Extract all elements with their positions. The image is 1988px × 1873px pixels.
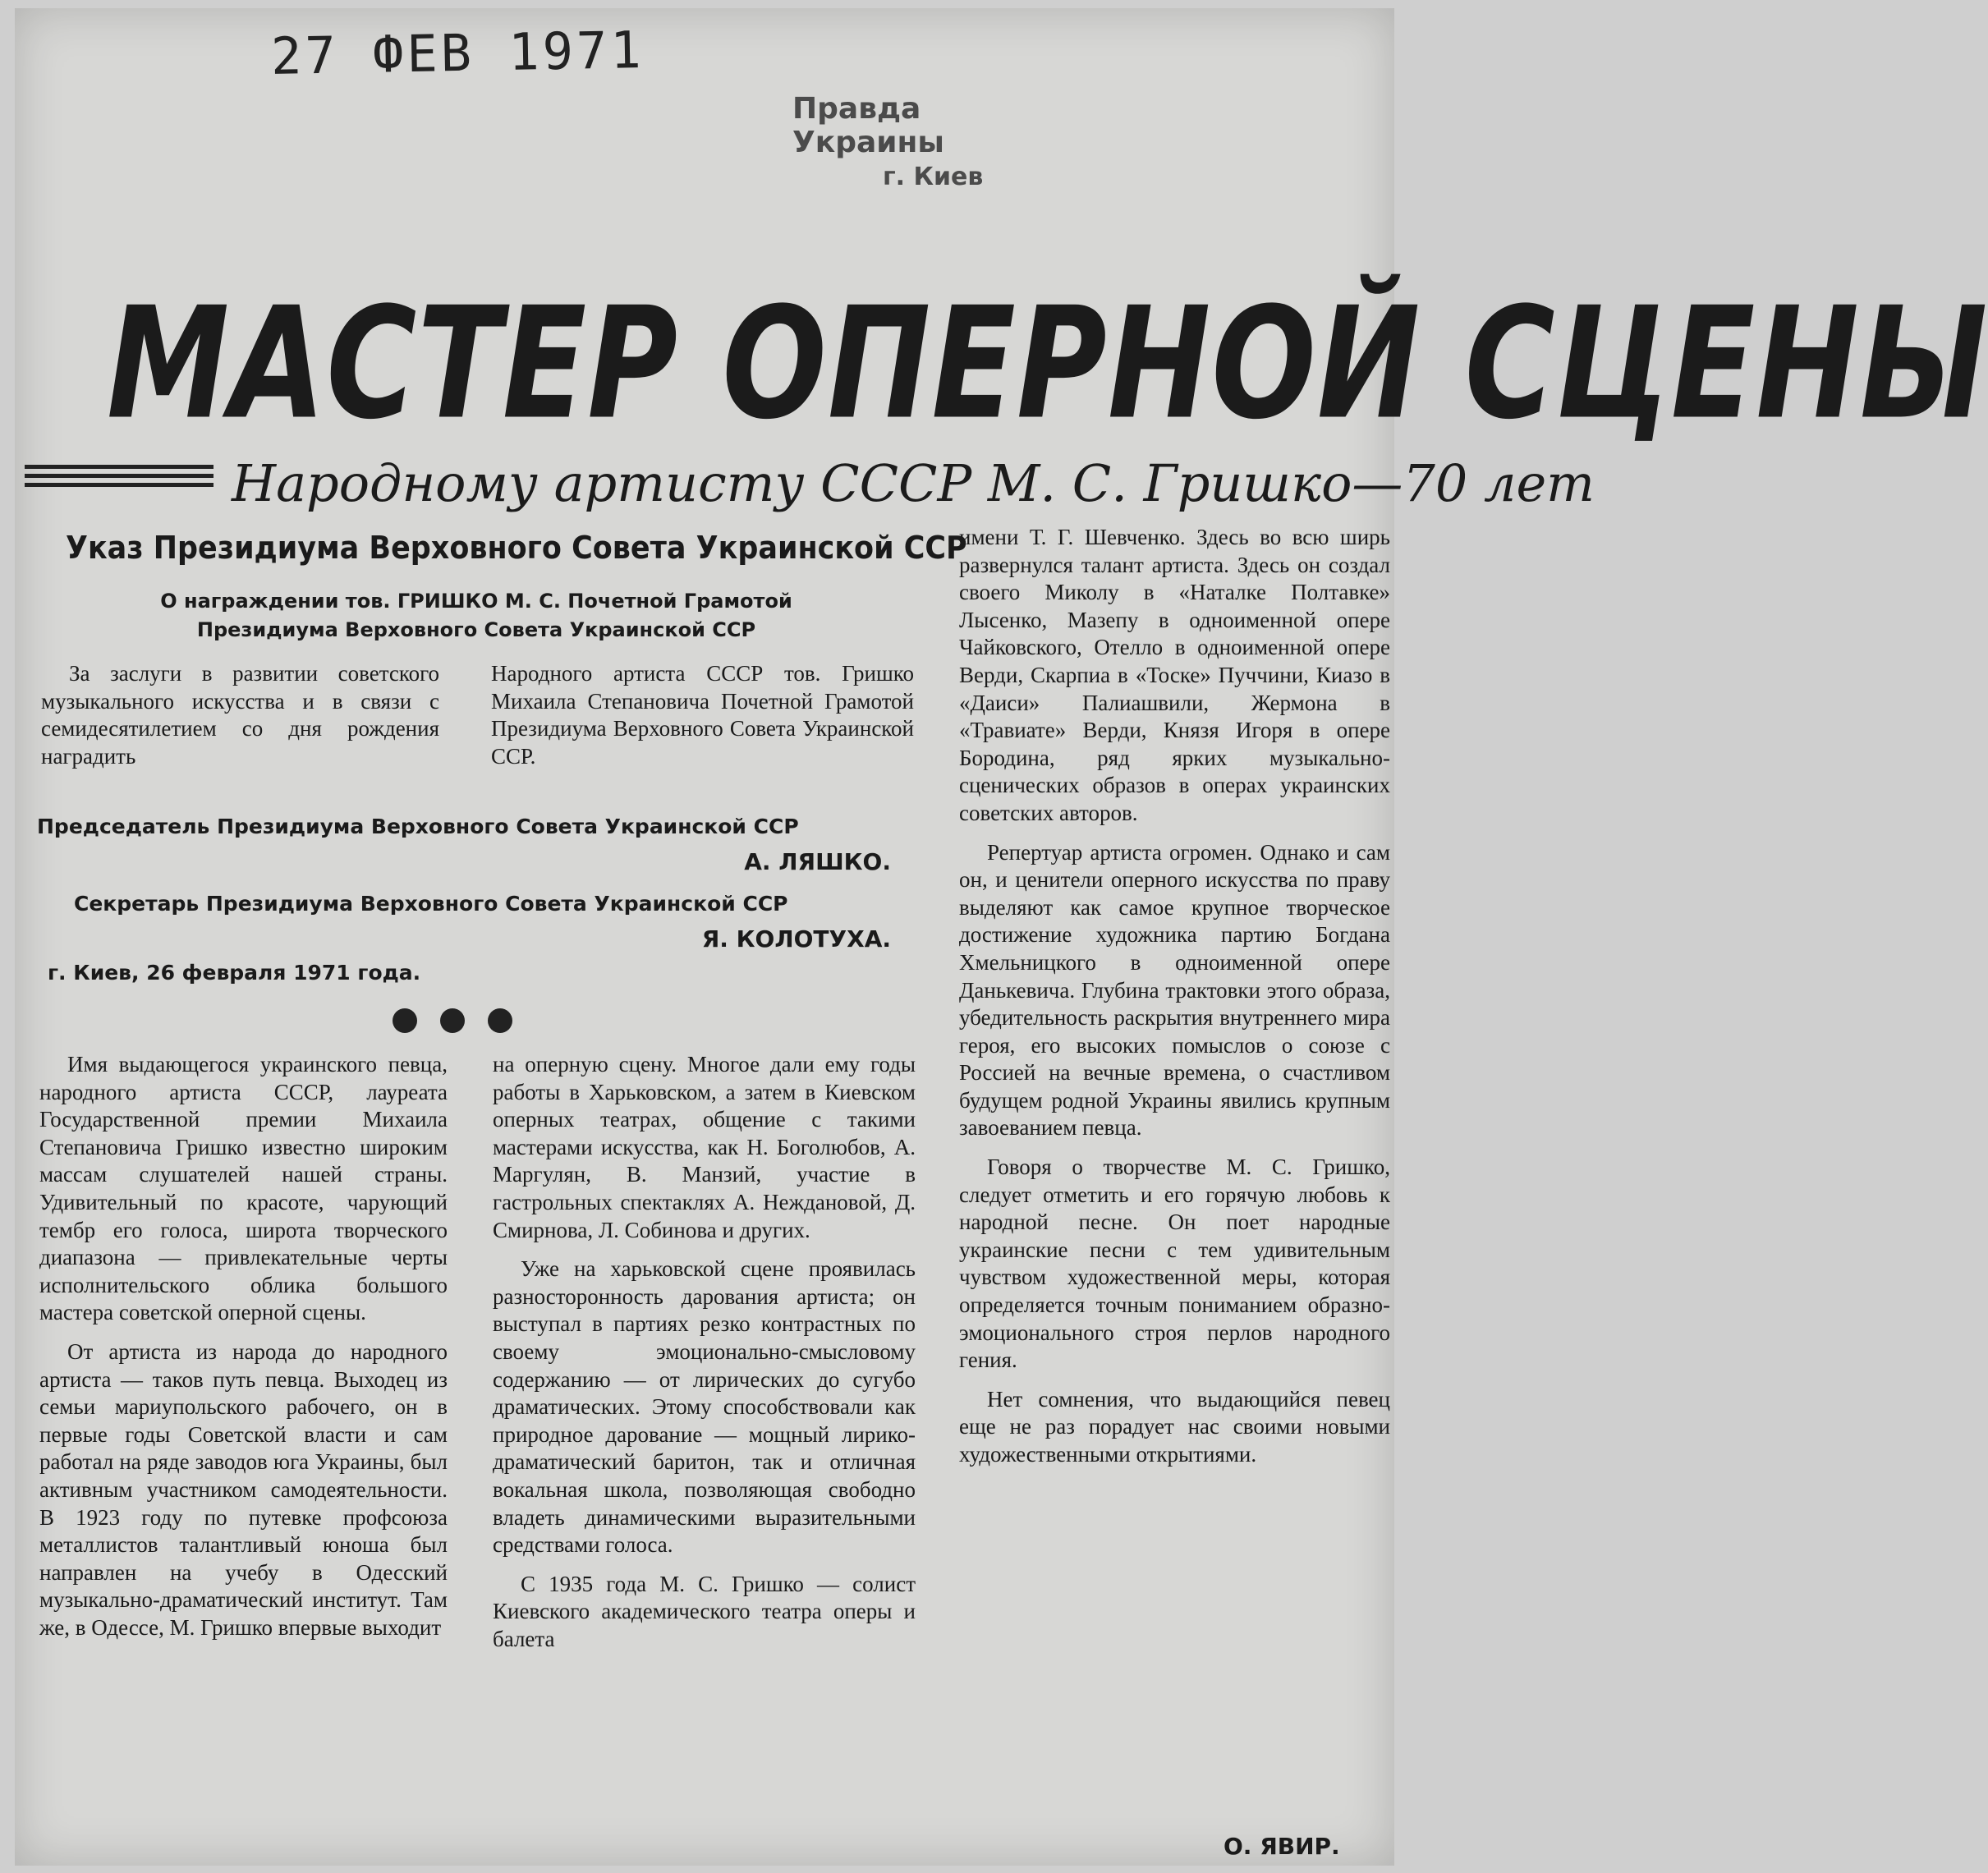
decorative-rule: [25, 465, 213, 492]
decree-subtitle-line: Президиума Верховного Совета Украинской ССР: [196, 617, 756, 641]
article-paragraph: От артиста из народа до народного артиста — таков путь певца. Выходец из семьи мариупольского рабочего, он в первые годы Советской власти и сам работал на ряде заводов юга Украины, был активным участником самодеятельности. В 1923 году по путевке профсоюза металлистов талантливый юноша был направлен на учебу в Одесский музыкально-драматический институт. Там же, в Одессе, М. Гришко впервые выходит: [39, 1338, 448, 1640]
subheadline: Народному артисту СССР М. С. Гришко—70 лет: [232, 453, 1595, 513]
section-divider-dots: [393, 1008, 535, 1036]
secretary-name: Я. КОЛОТУХА.: [701, 925, 891, 953]
article-author: О. ЯВИР.: [1224, 1833, 1340, 1860]
chairman-name: А. ЛЯШКО.: [744, 848, 891, 875]
chairman-signature: [37, 815, 891, 875]
decree-text-right: [491, 660, 914, 770]
decree-date: г. Киев, 26 февраля 1971 года.: [48, 961, 421, 985]
decree-paragraph: За заслуги в развитии советского музыкального искусства и в связи с семидесятилетием со дня рождения наградить: [41, 661, 439, 769]
divider-dot: [393, 1008, 417, 1033]
article-paragraph: на оперную сцену. Многое дали ему годы работы в Харьковском, а затем в Киевском оперных театрах, общение с такими мастерами искусства, как Н. Боголюбов, А. Маргулян, В. Манзий, участие в гастрольных спектаклях А. Неждановой, Д. Смирнова, Л. Собинова и других.: [493, 1052, 916, 1242]
newspaper-name: Правда Украины: [792, 92, 944, 159]
decree-subtitle: [82, 587, 870, 645]
date-stamp: 27 ФЕВ 1971: [270, 20, 645, 86]
newspaper-city: г. Киев: [883, 163, 984, 191]
decree-text-left: [41, 660, 439, 770]
article-paragraph: имени Т. Г. Шевченко. Здесь во всю ширь развернулся талант артиста. Здесь он создал своего Миколу в «Наталке Полтавке» Лысенко, Мазепу в одноименной опере Чайковского, Отелло в одноименной опере Верди, Скарпиа в «Тоске» Пуччини, Киазо в «Даиси» Палиашвили, Жермона в «Травиате» Верди, Князя Игоря в опере Бородина, ряд ярких музыкально-сценических образов в операх украинских советских авторов.: [959, 525, 1390, 825]
article-paragraph: Имя выдающегося украинского певца, народного артиста СССР, лауреата Государственной премии Михаила Степановича Гришко известно широким массам слушателей нашей страны. Удивительный по красоте, чарующий тембр его голоса, широта творческого диапазона — привлекательные черты исполнительского облика большого мастера советской оперной сцены.: [39, 1052, 448, 1325]
article-paragraph: С 1935 года М. С. Гришко — солист Киевского академического театра оперы и балета: [493, 1571, 916, 1651]
chairman-role: Председатель Президиума Верховного Совета Украинской ССР: [37, 815, 799, 838]
newspaper-stamp: [792, 92, 1080, 191]
article-column-2: [493, 1051, 916, 1653]
decree-subtitle-line: О награждении тов. ГРИШКО М. С. Почетной Грамотой: [160, 590, 792, 613]
article-column-3: [959, 524, 1390, 1469]
article-paragraph: Говоря о творчестве М. С. Гришко, следует отметить и его горячую любовь к народной песне. Он поет народные украинские песни с тем удивительным чувством художественной меры, которая определяется точным пониманием образно-эмоционального строя перлов народного гения.: [959, 1155, 1390, 1373]
headline: МАСТЕР ОПЕРНОЙ СЦЕНЫ: [107, 275, 1988, 454]
article-paragraph: Нет сомнения, что выдающийся певец еще не раз порадует нас своими новыми художественными открытиями.: [959, 1386, 1390, 1467]
secretary-signature: [74, 892, 891, 953]
article-column-1: [39, 1051, 448, 1641]
article-paragraph: Уже на харьковской сцене проявилась разносторонность дарования артиста; он выступал в партиях резко контрастных по своему эмоционально-смысловому содержанию — от лирических до сугубо драматических. Этому способствовали как природное дарование — мощный лирико-драматический баритон, так и отличная вокальная школа, позволяющая свободно владеть динамическими выразительными средствами голоса.: [493, 1256, 916, 1558]
divider-dot: [488, 1008, 512, 1033]
decree-paragraph: Народного артиста СССР тов. Гришко Михаила Степановича Почетной Грамотой Президиума Верховного Совета Украинской ССР.: [491, 661, 914, 769]
divider-dot: [440, 1008, 465, 1033]
secretary-role: Секретарь Президиума Верховного Совета Украинской ССР: [74, 892, 788, 916]
decree-title: Указ Президиума Верховного Совета Украинской ССР: [66, 530, 967, 566]
article-paragraph: Репертуар артиста огромен. Однако и сам он, и ценители оперного искусства по праву выделяют как самое крупное творческое достижение художника партию Богдана Хмельницкого в одноименной опере Данькевича. Глубина трактовки этого образа, убедительность раскрытия внутреннего мира героя, его высоких помыслов о союзе с Россией на вечные времена, о счастливом будущем родной Украины явились крупным завоеванием певца.: [959, 839, 1390, 1141]
